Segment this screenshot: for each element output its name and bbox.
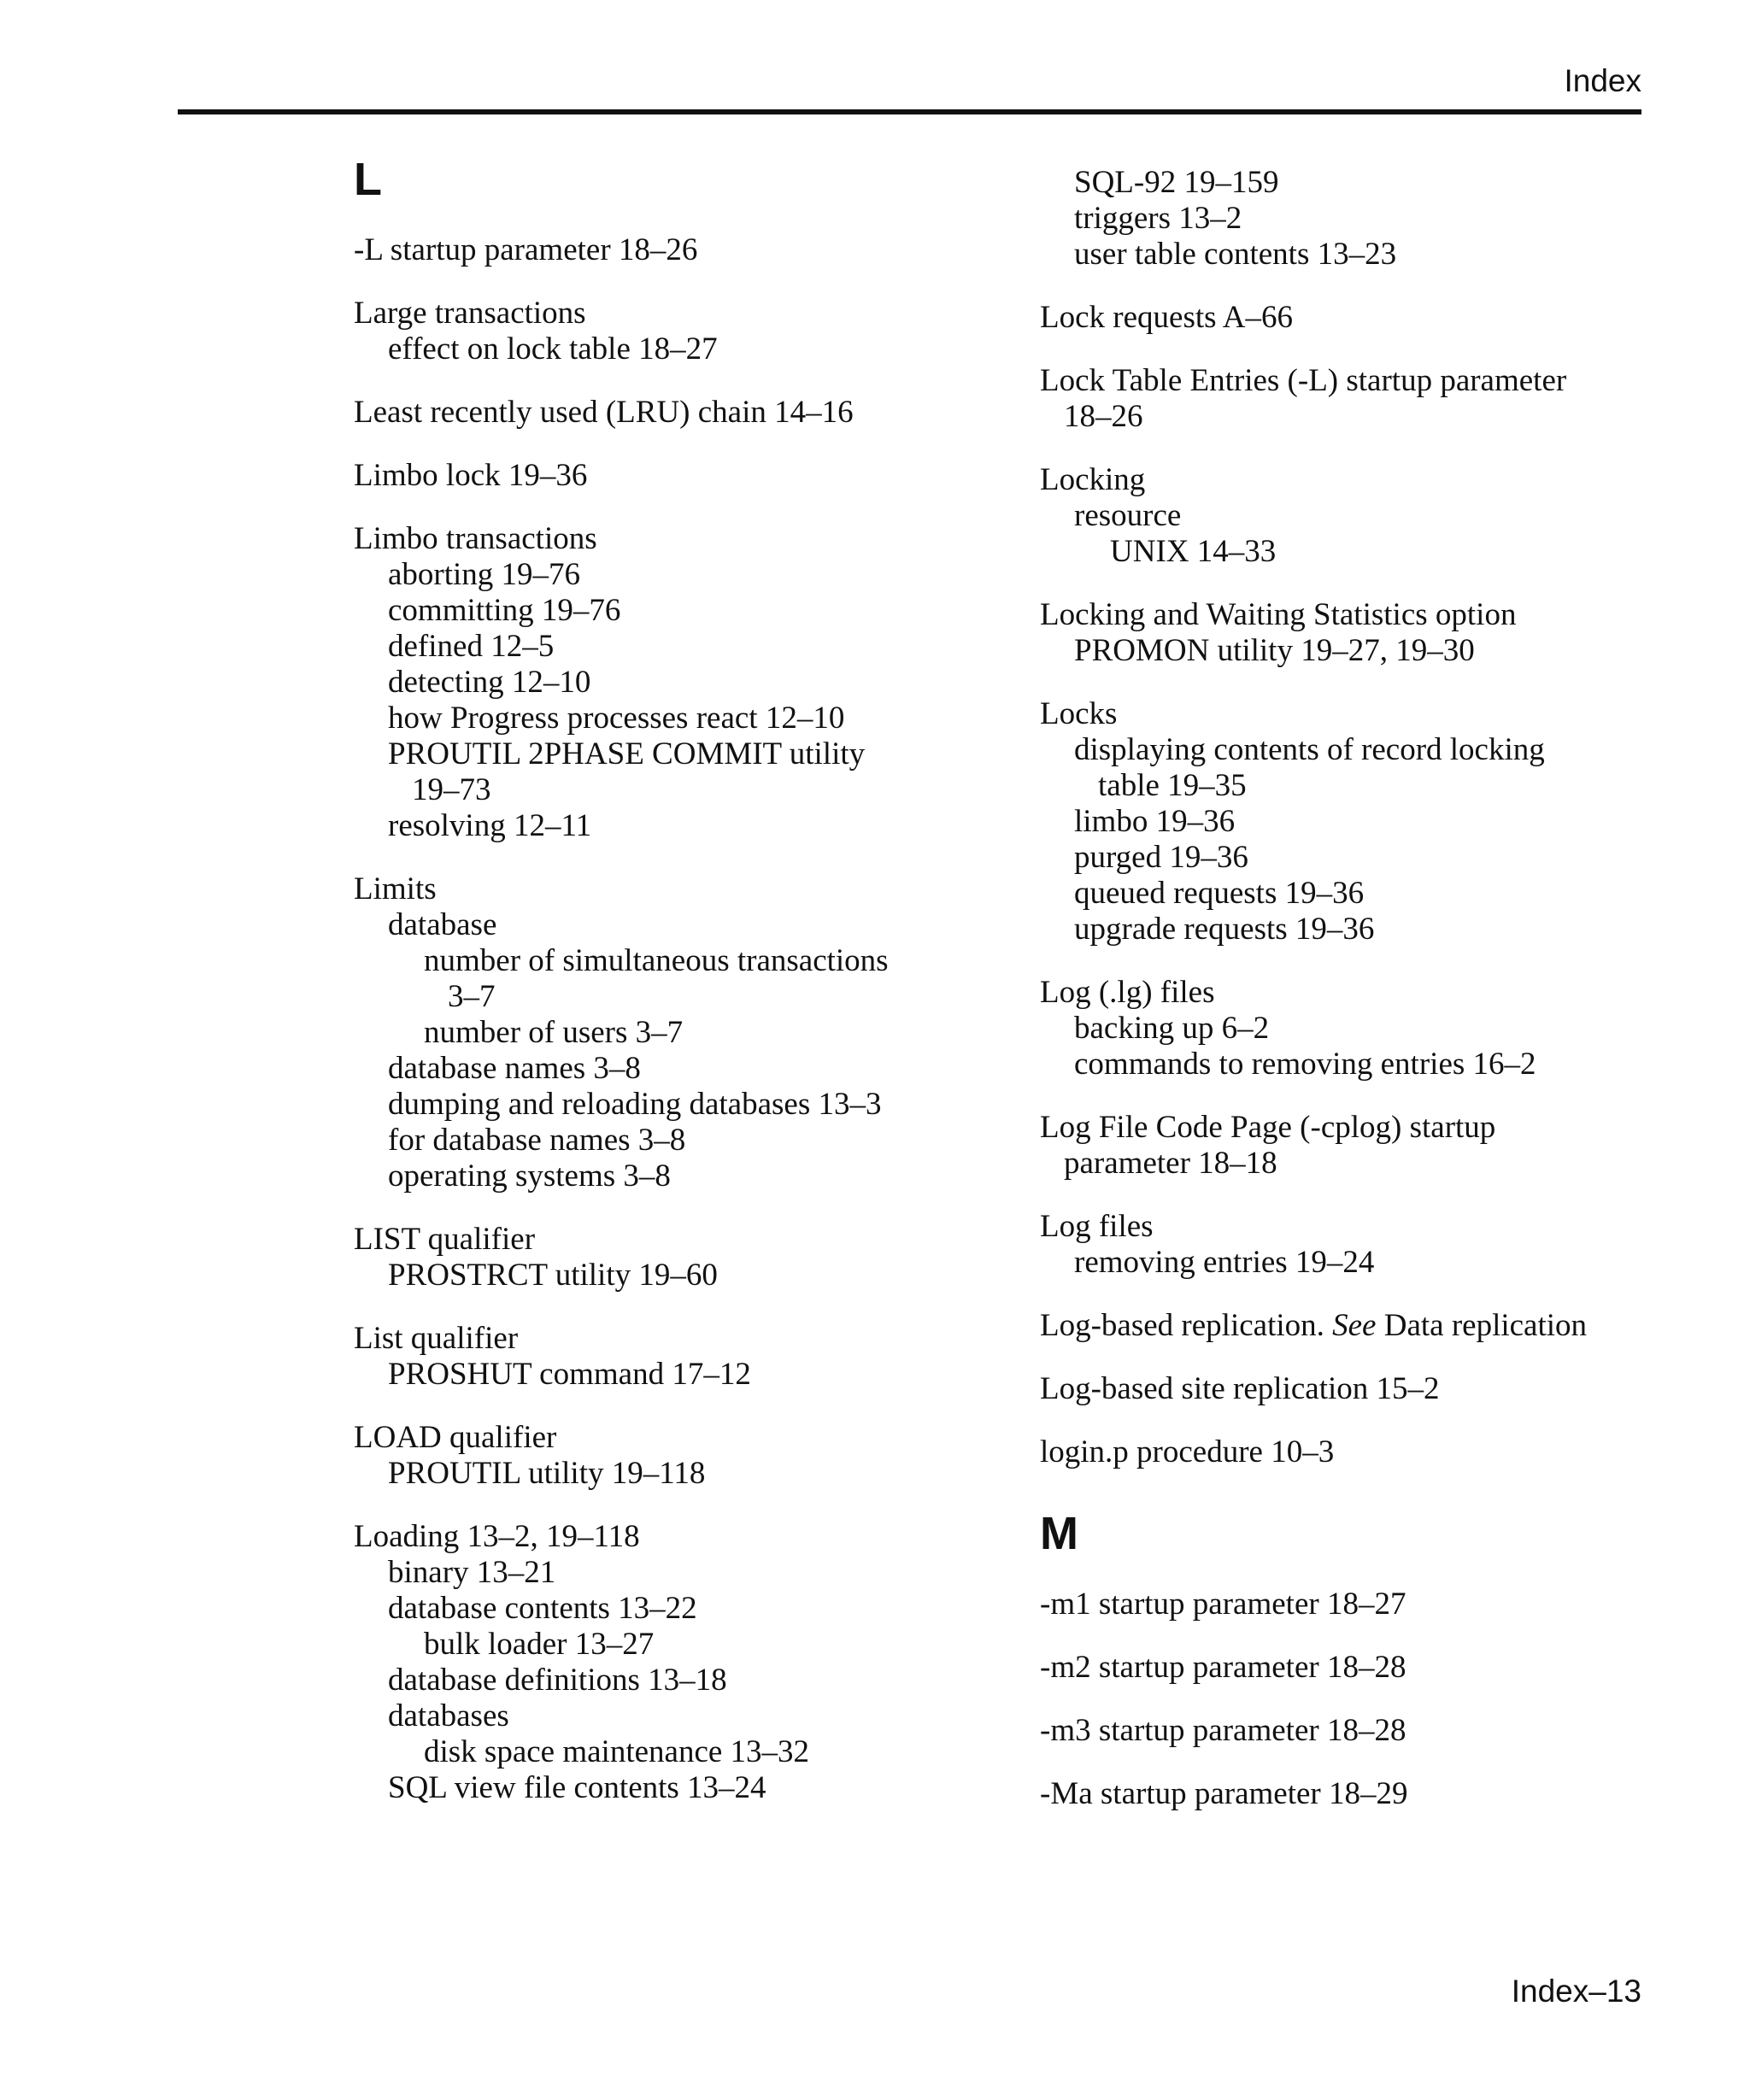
- entry-subterm: limbo 19–36: [1074, 804, 1236, 839]
- entry-subterm: how Progress processes react 12–10: [388, 701, 845, 736]
- entry-subterm: effect on lock table 18–27: [388, 331, 718, 367]
- entry-subterm: database: [388, 907, 497, 942]
- entry-subterm: SQL-92 19–159: [1074, 165, 1279, 200]
- entry-subterm: databases: [388, 1698, 509, 1733]
- index-entry: [354, 458, 969, 494]
- entry-subterm: binary 13–21: [388, 1555, 556, 1590]
- entry-subterm: resource: [1074, 498, 1182, 533]
- index-entry: [1040, 1434, 1655, 1470]
- entry-term: Least recently used (LRU) chain 14–16: [354, 395, 854, 430]
- entry-subterm: database contents 13–22: [388, 1591, 697, 1626]
- entry-term: Locks: [1040, 696, 1118, 731]
- index-entry: [1040, 1713, 1655, 1749]
- entry-subterm: resolving 12–11: [388, 808, 592, 843]
- entry-term: Loading 13–2, 19–118: [354, 1519, 640, 1554]
- see-term: Log-based replication.: [1040, 1308, 1333, 1343]
- entry-continuation: 3–7: [448, 979, 496, 1014]
- index-entry: [354, 232, 969, 268]
- index-entry: [1040, 1209, 1655, 1281]
- entry-subterm: PROUTIL 2PHASE COMMIT utility: [388, 736, 866, 771]
- index-entry: [1040, 363, 1655, 435]
- footer-page-number: Index–13: [1511, 1974, 1641, 2009]
- entry-term: Lock Table Entries (-L) startup parameter: [1040, 363, 1567, 398]
- entry-term: -m1 startup parameter 18–27: [1040, 1587, 1406, 1622]
- entry-subterm: dumping and reloading databases 13–3: [388, 1087, 882, 1122]
- entry-term: Log File Code Page (-cplog) startup: [1040, 1110, 1496, 1145]
- index-entry: [354, 1519, 969, 1806]
- entry-subterm: for database names 3–8: [388, 1123, 686, 1158]
- index-entry: [354, 1321, 969, 1393]
- entry-term: Locking: [1040, 462, 1146, 497]
- header-rule: [178, 109, 1641, 114]
- entry-term: Large transactions: [354, 296, 586, 331]
- section-letter-m: M: [1040, 1508, 1078, 1559]
- entry-subterm: SQL view file contents 13–24: [388, 1770, 766, 1805]
- entry-term: Lock requests A–66: [1040, 300, 1293, 335]
- entry-term: Limbo transactions: [354, 521, 597, 556]
- entry-subterm: aborting 19–76: [388, 557, 581, 592]
- index-column-right: [1040, 165, 1655, 1839]
- entry-term: LOAD qualifier: [354, 1420, 557, 1455]
- entry-term: Limits: [354, 871, 437, 906]
- index-entry: [1040, 1776, 1655, 1812]
- entry-subterm: upgrade requests 19–36: [1074, 912, 1375, 947]
- entry-continuation: 19–73: [412, 772, 491, 807]
- index-entry-see-reference: [1040, 1308, 1655, 1344]
- section-letter-l: L: [354, 154, 382, 205]
- entry-subsubterm: disk space maintenance 13–32: [424, 1734, 810, 1769]
- index-entry: [1040, 975, 1655, 1082]
- entry-subsubterm: number of users 3–7: [424, 1015, 684, 1050]
- entry-term: -L startup parameter 18–26: [354, 232, 698, 267]
- entry-subsubterm: number of simultaneous transactions: [424, 943, 889, 978]
- index-entry: [354, 521, 969, 844]
- entry-term: Log (.lg) files: [1040, 975, 1215, 1010]
- entry-term: -Ma startup parameter 18–29: [1040, 1776, 1408, 1811]
- entry-term: LIST qualifier: [354, 1222, 536, 1257]
- entry-continuation: parameter 18–18: [1064, 1146, 1277, 1181]
- entry-subterm: database names 3–8: [388, 1051, 641, 1086]
- entry-term: Log files: [1040, 1209, 1154, 1244]
- entry-subterm: queued requests 19–36: [1074, 876, 1365, 911]
- entry-subterm: defined 12–5: [388, 629, 555, 664]
- entry-subterm: removing entries 19–24: [1074, 1245, 1375, 1280]
- index-entry: [1040, 462, 1655, 570]
- entry-subterm: displaying contents of record locking: [1074, 732, 1545, 767]
- entry-subterm: PROSTRCT utility 19–60: [388, 1258, 718, 1293]
- entry-subterm: detecting 12–10: [388, 665, 591, 700]
- index-entry: [1040, 300, 1655, 336]
- index-entry: [1040, 1650, 1655, 1686]
- index-column-left: [354, 154, 969, 1833]
- entry-continuation: table 19–35: [1098, 768, 1247, 803]
- entry-subterm: database definitions 13–18: [388, 1663, 727, 1698]
- entry-subterm: committing 19–76: [388, 593, 621, 628]
- index-entry: [354, 1420, 969, 1492]
- index-entry-continued: [1040, 165, 1655, 273]
- entry-term: Limbo lock 19–36: [354, 458, 588, 493]
- entry-subsubterm: bulk loader 13–27: [424, 1627, 655, 1662]
- index-entry: [354, 871, 969, 1194]
- index-entry: [354, 296, 969, 367]
- entry-term: [1040, 1308, 1655, 1344]
- entry-subterm: triggers 13–2: [1074, 201, 1242, 236]
- entry-continuation: 18–26: [1064, 399, 1143, 434]
- index-entry: [354, 1222, 969, 1293]
- index-entry: [354, 395, 969, 431]
- entry-term: Log-based site replication 15–2: [1040, 1371, 1440, 1406]
- entry-term: -m2 startup parameter 18–28: [1040, 1650, 1406, 1685]
- entry-subterm: PROUTIL utility 19–118: [388, 1456, 706, 1491]
- entry-term: -m3 startup parameter 18–28: [1040, 1713, 1406, 1748]
- entry-term: List qualifier: [354, 1321, 519, 1356]
- entry-subterm: operating systems 3–8: [388, 1159, 671, 1194]
- entry-subterm: user table contents 13–23: [1074, 237, 1397, 272]
- entry-subterm: purged 19–36: [1074, 840, 1248, 875]
- entry-subterm: PROMON utility 19–27, 19–30: [1074, 633, 1475, 668]
- entry-subterm: backing up 6–2: [1074, 1011, 1270, 1046]
- entry-subterm: PROSHUT command 17–12: [388, 1357, 751, 1392]
- entry-subterm: commands to removing entries 16–2: [1074, 1047, 1536, 1082]
- entry-subsubterm: UNIX 14–33: [1110, 534, 1277, 569]
- see-target: Data replication: [1376, 1308, 1588, 1343]
- index-entry: [1040, 597, 1655, 669]
- see-keyword: See: [1332, 1308, 1377, 1343]
- index-entry: [1040, 1371, 1655, 1407]
- header-title: Index: [1564, 63, 1641, 98]
- index-entry: [1040, 1110, 1655, 1182]
- entry-term: login.p procedure 10–3: [1040, 1434, 1335, 1469]
- entry-term: Locking and Waiting Statistics option: [1040, 597, 1517, 632]
- index-entry: [1040, 1587, 1655, 1622]
- index-entry: [1040, 696, 1655, 947]
